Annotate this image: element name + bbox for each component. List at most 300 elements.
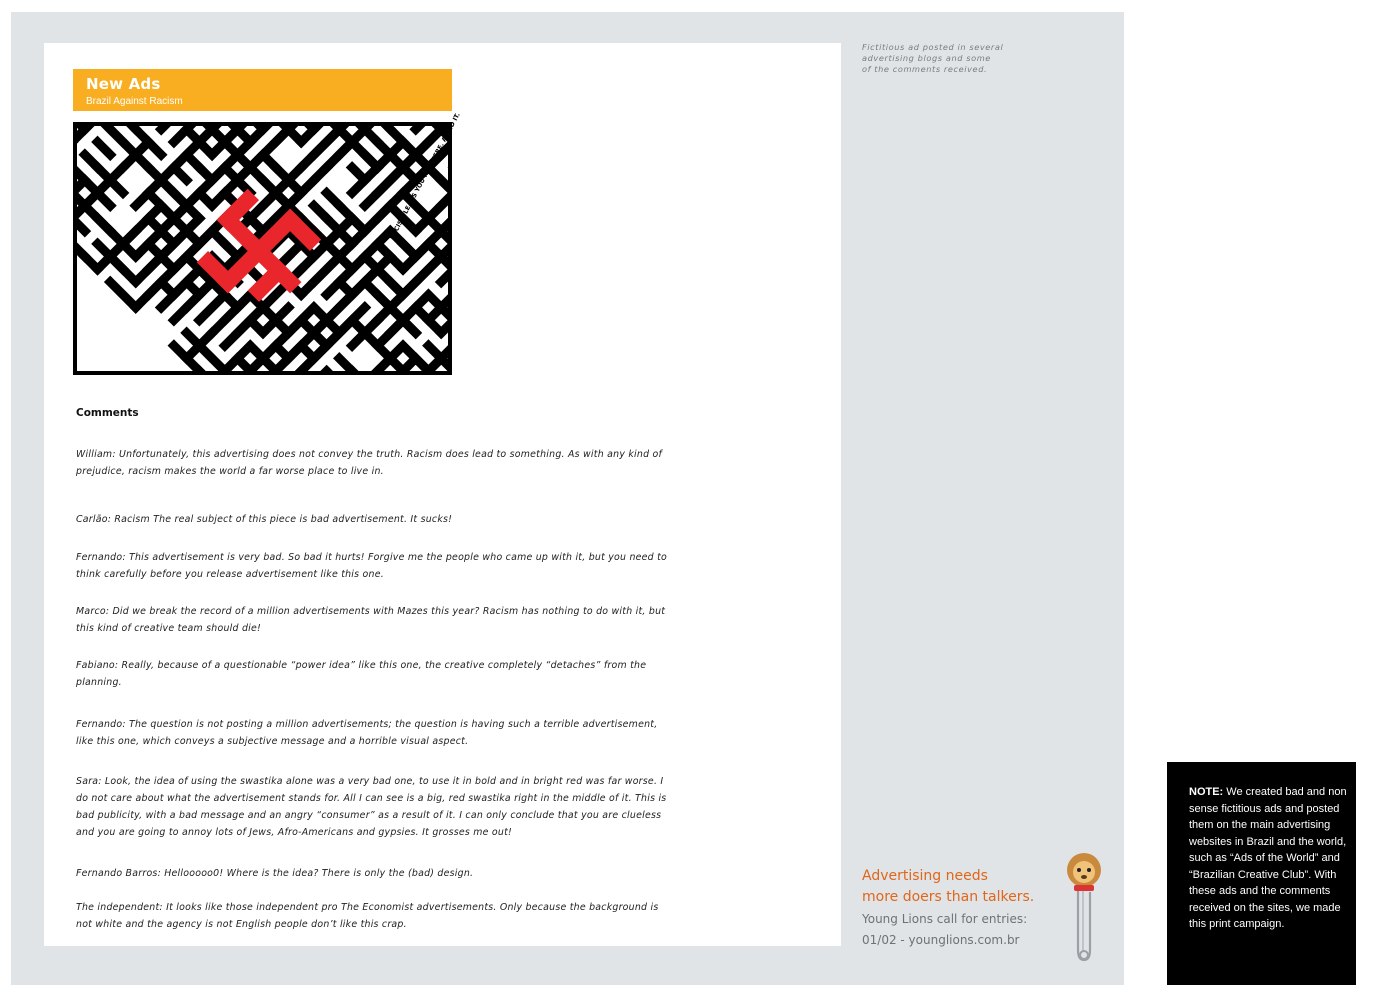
- maze-wall: [288, 0, 326, 2]
- maze-wall: [505, 231, 543, 269]
- maze-wall: [8, 142, 59, 180]
- maze-wall: [530, 269, 543, 282]
- maze-wall: [670, 371, 708, 409]
- maze-wall: [581, 257, 632, 295]
- maze-wall: [747, 371, 798, 409]
- maze-wall: [518, 346, 569, 384]
- maze-wall: [390, 397, 441, 435]
- maze-wall: [0, 78, 8, 116]
- maze-wall: [492, 206, 505, 219]
- maze-wall: [21, 142, 46, 167]
- maze-wall: [619, 307, 644, 332]
- maze-wall: [505, 282, 556, 320]
- maze-wall: [276, 422, 301, 447]
- maze-wall: [670, 447, 708, 485]
- maze-wall: [238, 371, 289, 409]
- maze-wall: [479, 269, 492, 282]
- maze-wall: [543, 282, 568, 307]
- maze-wall: [98, 40, 123, 65]
- maze-wall: [670, 269, 721, 307]
- maze-wall: [0, 142, 21, 167]
- maze-wall: [85, 0, 110, 2]
- maze-wall: [721, 371, 759, 409]
- maze-wall: [0, 91, 21, 116]
- maze-wall: [734, 371, 759, 396]
- maze-wall: [378, 422, 403, 447]
- maze-wall: [8, 0, 59, 2]
- maze-wall: [250, 40, 263, 53]
- maze-wall: [556, 320, 569, 333]
- maze-wall: [34, 129, 59, 154]
- maze-wall: [556, 358, 607, 396]
- maze-wall: [619, 320, 670, 358]
- maze-wall: [161, 0, 186, 2]
- maze-wall: [556, 180, 607, 218]
- maze-wall: [454, 206, 492, 244]
- maze-wall: [148, 27, 186, 65]
- comment-item: Fernando Barros: Hellooooo0! Where is the idea? There is only the (bad) design.: [76, 868, 474, 879]
- maze-wall: [492, 282, 517, 307]
- maze-wall: [416, 15, 454, 53]
- maze-wall: [225, 40, 238, 53]
- maze-wall: [619, 269, 670, 307]
- maze-wall: [467, 371, 518, 409]
- maze-wall: [365, 537, 378, 550]
- maze-wall: [467, 384, 492, 409]
- call-for-entries: Young Lions call for entries: 01/02 - younglions.com.br: [862, 912, 1028, 947]
- maze-wall: [352, 2, 403, 40]
- maze-wall: [416, 486, 441, 511]
- maze-wall: [441, 384, 466, 409]
- maze-wall: [594, 307, 619, 332]
- maze-wall: [263, 397, 314, 435]
- maze-wall: [21, 40, 46, 65]
- maze-wall: [0, 40, 8, 53]
- maze-wall: [212, 0, 250, 2]
- maze-wall: [632, 397, 657, 422]
- maze-wall: [85, 15, 123, 53]
- maze-wall: [365, 0, 403, 2]
- comment-item: Marco: Did we break the record of a million advertisements with Mazes this year? Racism has nothing to do with it, but this kind of creative team should die!: [76, 606, 666, 634]
- maze-wall: [658, 320, 683, 345]
- maze-wall: [314, 0, 352, 2]
- maze-wall: [0, 66, 21, 104]
- maze-wall: [721, 409, 746, 434]
- maze-wall: [365, 409, 390, 434]
- maze-wall: [683, 346, 696, 359]
- maze-wall: [352, 0, 390, 15]
- maze-wall: [8, 27, 33, 52]
- maze-wall: [505, 167, 530, 192]
- maze-wall: [250, 15, 263, 28]
- maze-wall: [696, 320, 734, 358]
- maze-wall: [314, 409, 339, 434]
- maze-wall: [263, 0, 314, 27]
- maze-wall: [568, 486, 593, 511]
- maze-wall: [708, 358, 759, 396]
- maze-wall: [568, 206, 593, 231]
- maze-wall: [530, 218, 543, 231]
- maze-wall: [568, 218, 619, 256]
- maze-wall: [543, 397, 594, 435]
- maze-wall: [683, 282, 721, 320]
- maze-wall: [505, 397, 518, 410]
- note-text: [1189, 784, 1354, 933]
- maze-wall: [327, 15, 340, 28]
- maze-wall: [568, 307, 593, 332]
- maze-wall: [174, 0, 199, 15]
- maze-wall: [683, 409, 721, 447]
- maze-wall: [492, 371, 530, 409]
- ad-title: New Ads: [86, 75, 161, 93]
- maze-wall: [543, 409, 556, 422]
- maze-wall: [454, 333, 492, 371]
- maze-wall: [454, 218, 479, 243]
- maze-wall: [607, 257, 658, 295]
- maze-wall: [708, 320, 733, 345]
- maze-wall: [0, 27, 47, 65]
- maze-wall: [543, 269, 594, 307]
- comment-item: Sara: Look, the idea of using the swastika alone was a very bad one, to use it in bold and in bright red was far worse. I do not care about what the advertisement stands for. All I can see is a big, red swastika right in the middle of it. This is bad publicity, with a bad message and an angry “consumer” as a result of it. I can only conclude that you are clueless and you are going to annoy lots of Jews, Afro-Americans and gypsies. It grosses me out!: [76, 776, 667, 838]
- maze-wall: [568, 397, 606, 435]
- maze-wall: [530, 422, 543, 435]
- maze-wall: [479, 180, 517, 218]
- maze-wall: [632, 397, 657, 422]
- maze-wall: [759, 358, 797, 396]
- maze-wall: [568, 486, 581, 499]
- maze-wall: [645, 244, 683, 282]
- maze-wall: [47, 193, 72, 218]
- maze-wall: [696, 333, 709, 346]
- maze-wall: [518, 180, 543, 205]
- maze-wall: [670, 397, 708, 435]
- maze-wall: [0, 0, 8, 2]
- maze-wall: [670, 346, 708, 384]
- maze-wall: [581, 422, 606, 447]
- maze-wall: [0, 155, 8, 180]
- maze-wall: [47, 167, 72, 192]
- maze-wall: [556, 422, 569, 435]
- maze-wall: [607, 333, 645, 371]
- maze-wall: [428, 397, 441, 410]
- maze-wall: [683, 422, 708, 447]
- maze-wall: [492, 537, 505, 550]
- maze-wall: [568, 384, 581, 397]
- maze-wall: [530, 129, 568, 167]
- maze-wall: [301, 422, 326, 447]
- maze-wall: [454, 295, 479, 320]
- maze-wall: [632, 269, 645, 282]
- maze-wall: [479, 155, 517, 193]
- maze-wall: [34, 117, 72, 155]
- maze-wall: [479, 257, 530, 295]
- maze-wall: [454, 358, 505, 396]
- maze-wall: [492, 104, 517, 129]
- maze-wall: [225, 27, 263, 65]
- comment-item: Fabiano: Really, because of a questionable “power idea” like this one, the creative completely “detaches” from the planning.: [76, 660, 647, 688]
- lion-safety-pin-icon: [1056, 852, 1112, 966]
- maze-wall: [301, 0, 326, 15]
- maze-wall: [339, 2, 364, 27]
- maze-wall: [59, 0, 97, 27]
- maze-wall: [47, 117, 60, 130]
- maze-wall: [492, 257, 517, 282]
- maze-wall: [0, 15, 8, 28]
- maze-wall: [47, 66, 72, 91]
- maze-wall: [327, 2, 365, 40]
- maze-wall: [390, 384, 415, 409]
- maze-wall: [518, 231, 543, 256]
- maze-wall: [21, 27, 72, 65]
- maze-wall: [543, 333, 556, 346]
- maze-wall: [454, 282, 492, 320]
- maze-wall: [123, 0, 148, 15]
- maze-wall: [8, 129, 21, 142]
- maze-wall: [148, 2, 199, 40]
- maze-wall: [556, 371, 569, 384]
- maze-wall: [556, 155, 594, 193]
- maze-wall: [390, 27, 415, 52]
- maze-wall: [632, 320, 645, 333]
- maze-wall: [543, 206, 568, 231]
- maze-wall: [339, 486, 364, 511]
- maze-wall: [568, 537, 581, 550]
- maze-wall: [632, 257, 670, 295]
- maze-wall: [505, 371, 530, 396]
- maze-wall: [683, 333, 721, 371]
- maze-wall: [619, 346, 657, 384]
- maze-wall: [263, 2, 288, 27]
- maze-wall: [530, 498, 543, 511]
- maze-wall: [747, 346, 785, 384]
- maze-wall: [467, 231, 480, 244]
- maze-wall: [607, 409, 658, 447]
- comment-item: William: Unfortunately, this advertising does not convey the truth. Racism does lead to something. As with any kind of prejudice, racism makes the world a far worse place to live in.: [76, 449, 663, 477]
- maze-wall: [479, 371, 492, 384]
- maze-wall: [556, 244, 581, 269]
- maze-wall: [263, 0, 288, 2]
- maze-wall: [454, 78, 492, 116]
- maze-wall: [441, 397, 479, 435]
- maze-wall: [454, 320, 479, 345]
- maze-wall: [683, 397, 696, 410]
- maze-wall: [0, 104, 8, 129]
- side-note: Fictitious ad posted in several advertising blogs and some of the comments received.: [862, 42, 1004, 74]
- maze-wall: [47, 0, 72, 15]
- maze-wall: [428, 422, 453, 447]
- maze-wall: [492, 180, 505, 193]
- maze-wall: [492, 320, 530, 358]
- maze-wall: [581, 397, 594, 410]
- maze-wall: [581, 333, 619, 371]
- maze-wall: [288, 0, 313, 2]
- maze-wall: [174, 15, 187, 28]
- maze-wall: [645, 358, 658, 371]
- maze-wall: [8, 78, 33, 103]
- maze-wall: [136, 2, 161, 27]
- comment-item: Fernando: This advertisement is very bad. So bad it hurts! Forgive me the people who came up with it, but you need to think carefully before you release advertisement like this one.: [76, 552, 668, 580]
- maze-wall: [607, 397, 632, 422]
- maze-wall: [123, 2, 161, 40]
- maze-wall: [276, 27, 327, 65]
- maze-wall: [378, 0, 416, 15]
- maze-wall: [479, 307, 517, 345]
- maze-wall: [479, 142, 504, 167]
- maze-wall: [0, 78, 47, 116]
- maze-wall: [658, 409, 696, 447]
- poster-background: [11, 12, 1124, 985]
- comments-heading: Comments: [76, 407, 139, 419]
- maze-wall: [199, 2, 237, 40]
- comment-item: Fernando: The question is not posting a million advertisements; the question is having such a terrible advertisement, like this one, which conveys a subjective message and a horrible visual aspect.: [76, 719, 658, 747]
- maze-wall: [187, 27, 200, 40]
- maze-wall: [556, 231, 607, 269]
- maze-wall: [34, 142, 72, 180]
- maze-wall: [645, 409, 658, 422]
- maze-wall: [505, 422, 530, 447]
- maze-wall: [467, 78, 492, 103]
- maze-wall: [581, 244, 606, 269]
- maze-wall: [607, 231, 658, 269]
- maze-wall: [187, 2, 212, 27]
- maze-wall: [212, 0, 263, 27]
- maze-wall: [568, 244, 606, 282]
- maze-wall: [21, 91, 46, 116]
- maze-wall: [339, 15, 377, 53]
- blog-page: [44, 43, 841, 946]
- maze-wall: [492, 295, 543, 333]
- maze-wall: [670, 320, 708, 358]
- maze-wall: [98, 0, 136, 15]
- maze-wall: [390, 53, 403, 66]
- note-label: NOTE:: [1189, 786, 1224, 798]
- maze-wall: [581, 269, 606, 294]
- maze-wall: [734, 422, 747, 435]
- maze-wall: [530, 155, 581, 193]
- maze-wall: [339, 27, 352, 40]
- maze-wall: [0, 27, 8, 65]
- maze-wall: [47, 27, 85, 65]
- maze-wall: [21, 155, 59, 193]
- maze-wall: [454, 167, 479, 192]
- maze-wall: [518, 117, 556, 155]
- maze-wall: [594, 409, 619, 434]
- maze-wall: [47, 0, 60, 2]
- maze-wall: [607, 422, 632, 447]
- maze-wall: [467, 269, 505, 307]
- maze-wall: [670, 333, 683, 346]
- maze-wall: [47, 40, 72, 65]
- maze-wall: [352, 397, 377, 422]
- maze-wall: [581, 180, 632, 218]
- note-body: We created bad and non sense fictitious ads and posted them on the main advertising websites in Brazil and the world, such as “Ads of the World” and “Brazilian Creative Club”. With these ads and the comments received on the sites, we made this print campaign.: [1189, 786, 1347, 930]
- maze-wall: [658, 358, 709, 396]
- comment-item: The independent: It looks like those independent pro The Economist advertisements. Only because the background is not white and the agency is not English people don’t like this crap.: [76, 902, 659, 930]
- maze-wall: [263, 371, 314, 409]
- maze-wall: [327, 27, 378, 65]
- maze-wall: [0, 91, 8, 129]
- maze-wall: [72, 40, 97, 65]
- ad-image-caption: RACISM LEADS YOU NOWHERE. AVOID IT.: [388, 111, 462, 241]
- maze-wall: [352, 422, 377, 447]
- maze-wall: [34, 27, 47, 40]
- maze-wall: [505, 104, 543, 142]
- maze-wall: [594, 282, 607, 295]
- maze-wall: [467, 333, 480, 346]
- maze-wall: [327, 422, 352, 447]
- maze-wall: [85, 2, 110, 27]
- tagline: Advertising needs more doers than talkers.: [862, 868, 1035, 905]
- maze-wall: [568, 320, 606, 358]
- maze-wall: [543, 142, 581, 180]
- maze-wall: [301, 397, 326, 422]
- maze-wall: [59, 15, 110, 53]
- maze-wall: [518, 486, 531, 499]
- maze-wall: [467, 358, 492, 383]
- maze-wall: [276, 40, 289, 53]
- maze-wall: [225, 15, 250, 40]
- maze-wall: [505, 180, 543, 218]
- maze-wall: [594, 397, 645, 435]
- maze-wall: [365, 409, 378, 422]
- maze-wall: [619, 257, 632, 270]
- maze-wall: [454, 167, 479, 192]
- maze-wall: [59, 129, 72, 142]
- maze-wall: [492, 346, 530, 384]
- maze-wall: [568, 409, 593, 434]
- maze-wall: [530, 282, 581, 320]
- maze-wall: [543, 193, 594, 231]
- maze-wall: [174, 15, 199, 40]
- maze-wall: [59, 0, 97, 2]
- maze-wall: [161, 2, 186, 27]
- maze-image: [73, 111, 462, 375]
- maze-wall: [187, 15, 238, 53]
- maze-wall: [212, 53, 225, 66]
- maze-wall: [301, 40, 326, 65]
- maze-wall: [658, 371, 671, 384]
- maze-wall: [339, 486, 364, 511]
- maze-wall: [8, 104, 33, 129]
- maze-wall: [403, 422, 428, 447]
- maze-wall: [594, 193, 632, 231]
- maze-wall: [479, 244, 492, 257]
- maze-wall: [543, 486, 568, 511]
- maze-wall: [199, 0, 237, 15]
- maze-wall: [530, 371, 555, 396]
- maze-wall: [543, 257, 568, 282]
- maze-wall: [314, 384, 327, 397]
- maze-wall: [0, 129, 34, 167]
- maze-wall: [683, 435, 721, 473]
- note-box: [1167, 762, 1356, 985]
- maze-wall: [339, 384, 352, 397]
- maze-wall: [594, 218, 645, 256]
- maze-wall: [658, 397, 683, 422]
- maze-wall: [161, 2, 174, 15]
- maze-wall: [505, 129, 556, 167]
- maze-wall: [288, 409, 313, 434]
- maze-wall: [632, 498, 645, 511]
- maze-wall: [696, 397, 734, 435]
- ad-header-banner: [73, 69, 452, 111]
- maze-wall: [556, 269, 581, 294]
- maze-wall: [530, 409, 568, 447]
- maze-wall: [34, 15, 85, 53]
- maze-wall: [110, 2, 135, 27]
- maze-wall: [708, 447, 721, 460]
- maze-wall: [619, 257, 644, 282]
